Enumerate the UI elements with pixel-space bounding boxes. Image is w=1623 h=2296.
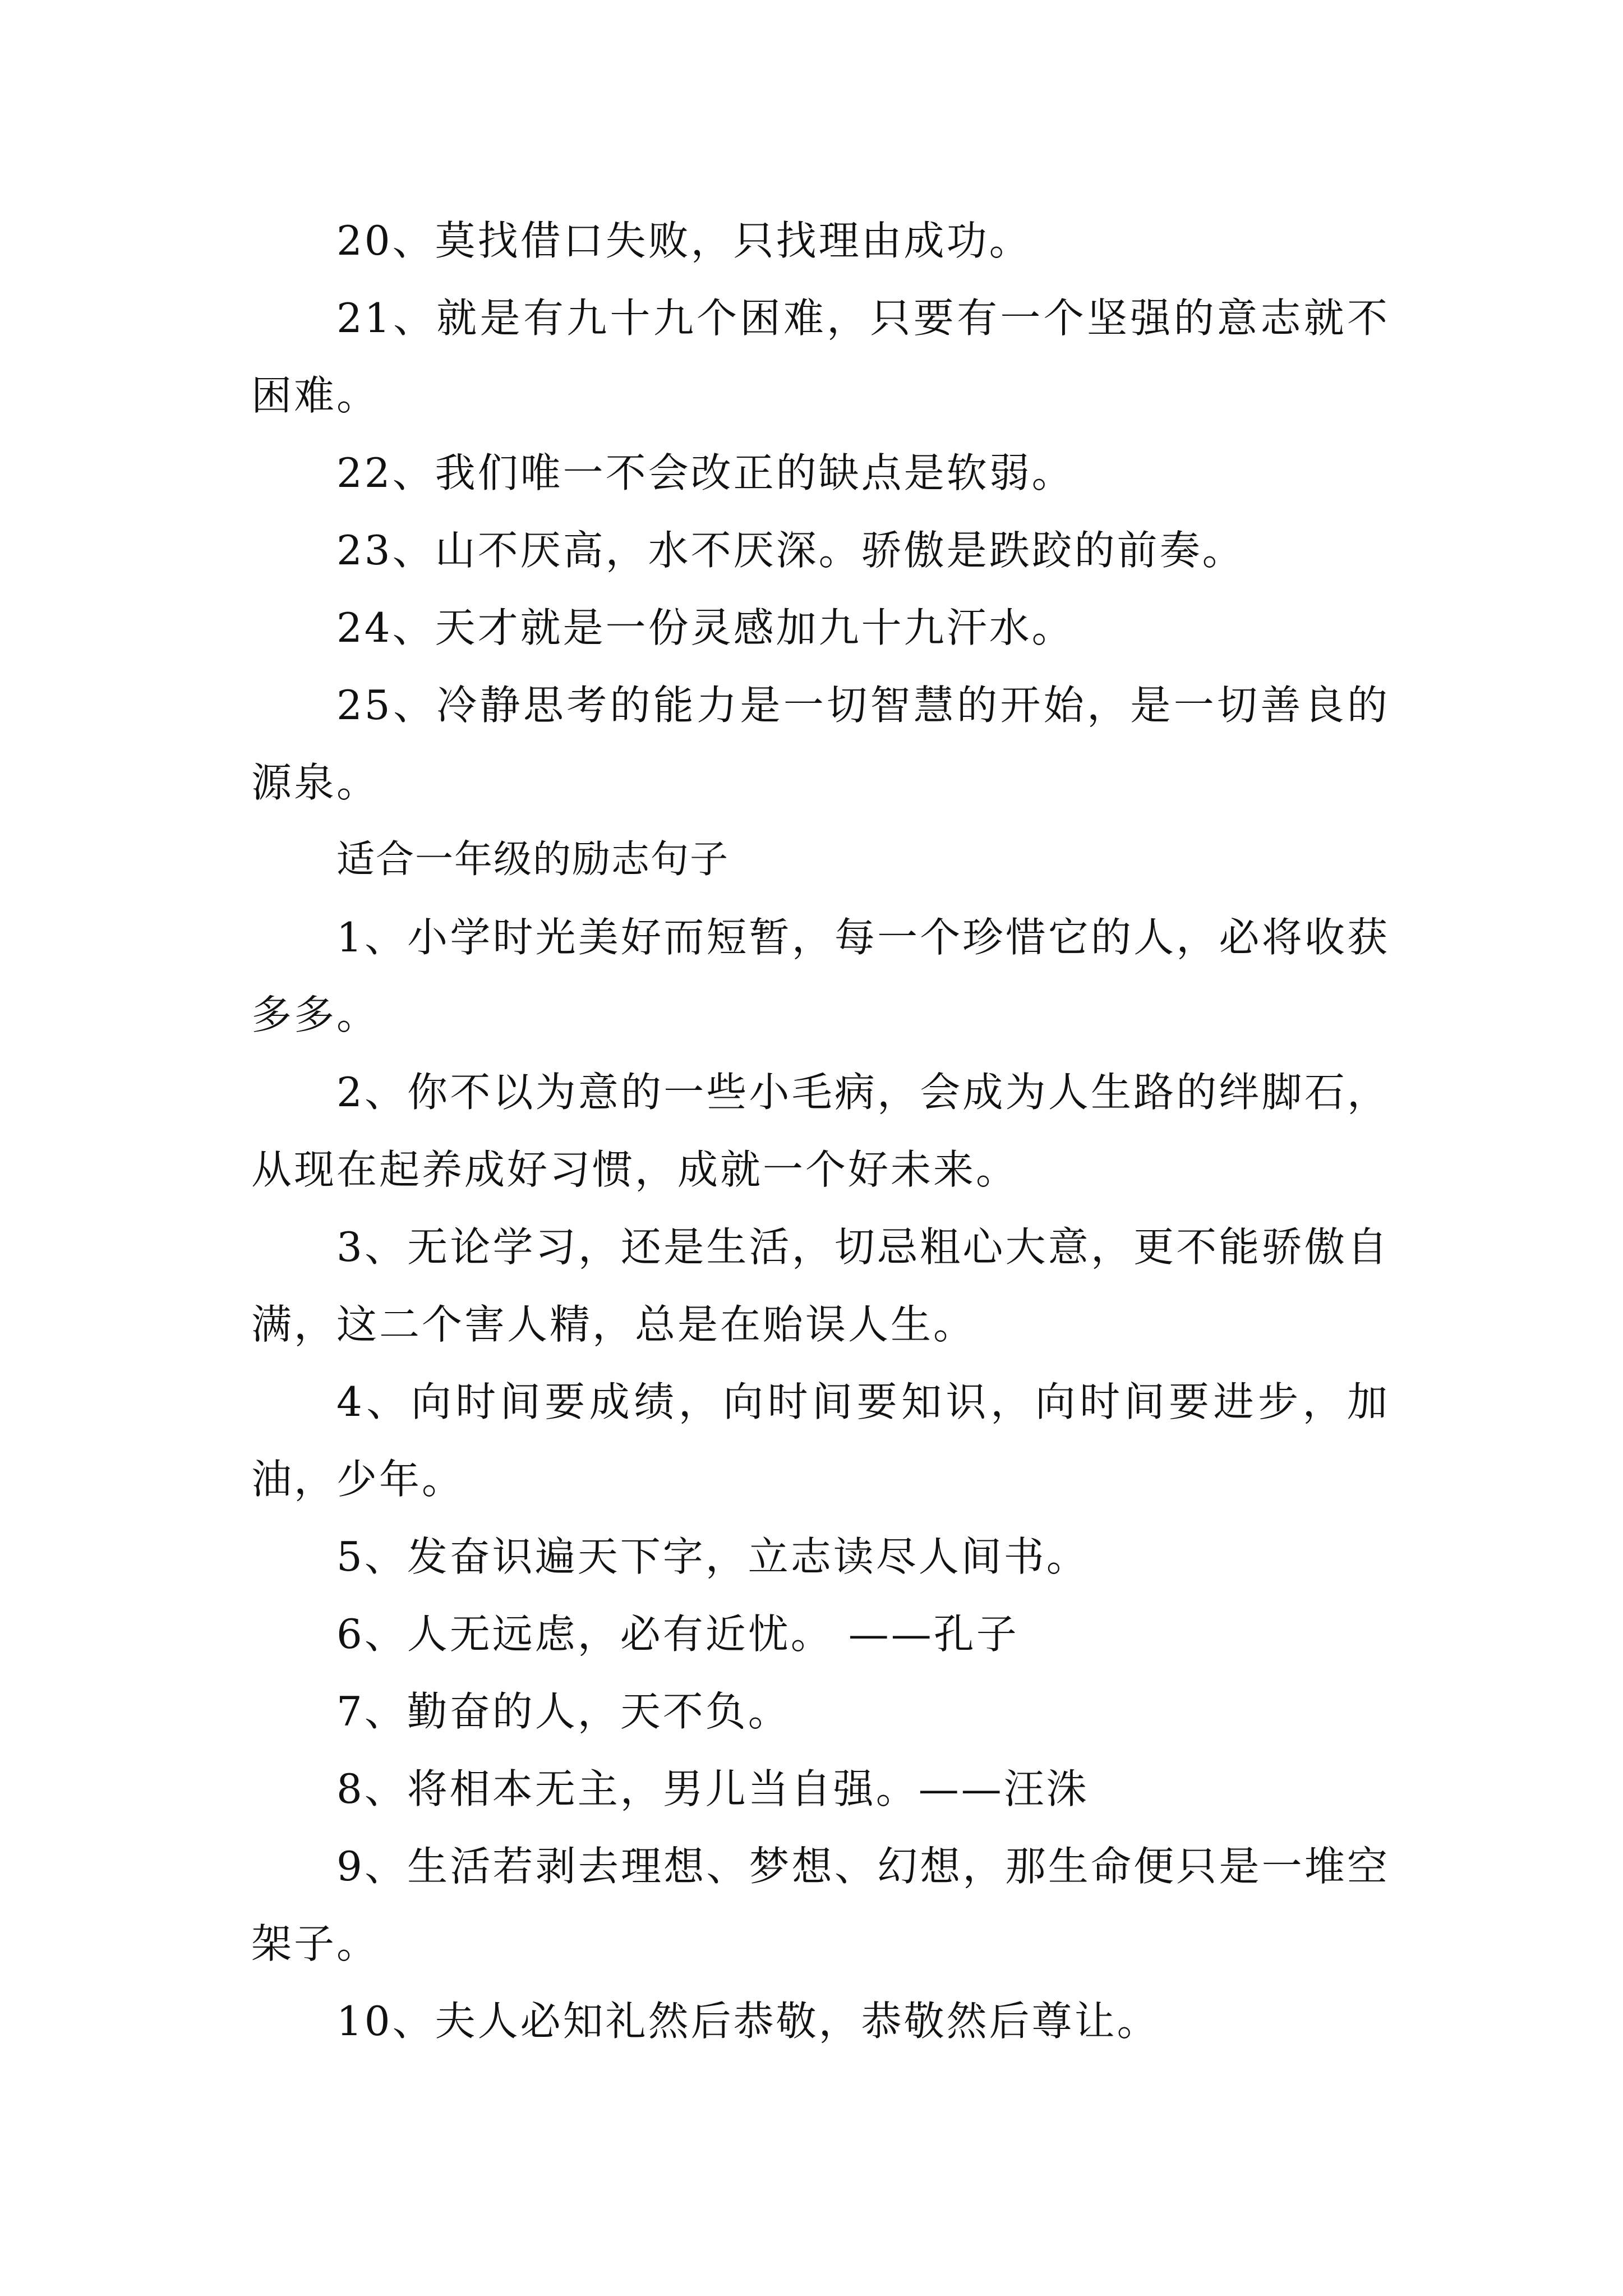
paragraph: 10、夫人必知礼然后恭敬，恭敬然后尊让。 (336, 1998, 1160, 2045)
paragraph: 4、向时间要成绩，向时间要知识，向时间要进步，加油，少年。 (251, 1378, 1390, 1503)
paragraph: 22、我们唯一不会改正的缺点是软弱。 (336, 449, 1075, 496)
paragraph: 21、就是有九十九个困难，只要有一个坚强的意志就不困难。 (251, 295, 1390, 419)
paragraph: 1、小学时光美好而短暂，每一个珍惜它的人，必将收获多多。 (251, 914, 1390, 1038)
paragraph: 24、天才就是一份灵感加九十九汗水。 (336, 604, 1075, 651)
section-heading: 适合一年级的励志句子 (336, 838, 730, 882)
paragraph: 2、你不以为意的一些小毛病，会成为人生路的绊脚石，从现在起养成好习惯，成就一个好未来。 (251, 1069, 1390, 1193)
paragraph: 6、人无远虑，必有近忧。 ——孔子 (336, 1611, 1019, 1658)
paragraph: 3、无论学习，还是生活，切忌粗心大意，更不能骄傲自满，这二个害人精，总是在贻误人生。 (251, 1223, 1390, 1348)
paragraph: 25、冷静思考的能力是一切智慧的开始，是一切善良的源泉。 (251, 682, 1390, 806)
document-body (251, 202, 1390, 2060)
paragraph: 8、将相本无主，男儿当自强。——汪洙 (336, 1765, 1089, 1812)
paragraph: 20、莫找借口失败，只找理由成功。 (336, 217, 1032, 264)
paragraph: 9、生活若剥去理想、梦想、幻想，那生命便只是一堆空架子。 (251, 1843, 1390, 1967)
paragraph: 7、勤奋的人，天不负。 (336, 1688, 791, 1735)
paragraph: 5、发奋识遍天下字，立志读尽人间书。 (336, 1533, 1089, 1580)
paragraph: 23、山不厌高，水不厌深。骄傲是跌跤的前奏。 (336, 527, 1245, 574)
